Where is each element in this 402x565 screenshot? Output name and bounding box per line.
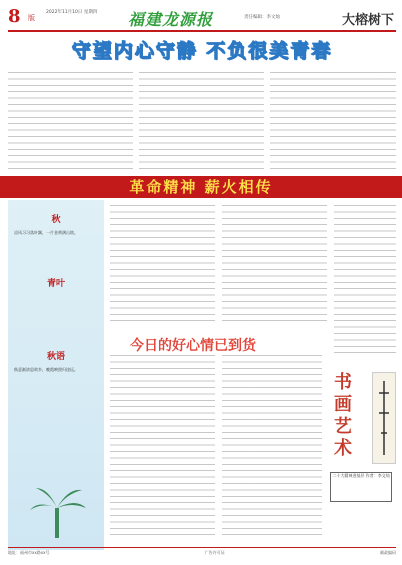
sidebar-title-2: 青叶 — [46, 279, 65, 289]
page-footer — [8, 547, 396, 558]
date-line: 2022年11月10日 星期四 — [46, 10, 98, 15]
article-col-5 — [222, 205, 327, 325]
page-unit: 版 — [28, 14, 35, 22]
palm-tree-icon — [28, 480, 88, 540]
footer-postcode: 邮政编码 — [380, 550, 396, 555]
section-banner — [0, 176, 402, 198]
art-section-title: 书画艺术 — [331, 372, 352, 460]
caption-text: 二十大精神进基层 作者：李文灿 — [332, 473, 390, 478]
article-col-4 — [110, 205, 215, 325]
article-col-1 — [8, 72, 133, 172]
main-headline — [8, 36, 396, 66]
page-header — [8, 6, 396, 32]
article-col-6 — [334, 205, 396, 355]
page-number: 8 — [8, 6, 21, 27]
footer-license: 广告许可证 — [204, 550, 225, 555]
calligraphy-icon — [373, 373, 395, 463]
editor-line: 责任编辑：李文灿 — [244, 15, 280, 20]
article-col-2 — [139, 72, 264, 172]
article-col-3 — [270, 72, 396, 172]
article-col-7 — [110, 355, 215, 540]
footer-address: 地址：福州市xx路xx号 — [8, 550, 50, 555]
third-headline: 今日的好心情已到货 — [130, 338, 256, 354]
sidebar-poem-1: 凉风习习落叶飘，一片金黄满山坡。 — [14, 230, 78, 235]
masthead: 福建龙源报 — [128, 10, 214, 29]
sidebar-title-3: 秋语 — [46, 352, 65, 362]
calligraphy-image — [372, 372, 396, 464]
sidebar-poem-2: 秋意渐浓思故乡，晚霞映照归途远。 — [14, 367, 78, 372]
main-headline-text: 守望内心守静 不负很美青春 — [71, 40, 333, 62]
sidebar-poems — [8, 200, 104, 550]
second-headline: 革命精神 薪火相传 — [129, 178, 273, 196]
column-name: 大榕树下 — [342, 13, 395, 28]
caption-box — [330, 472, 392, 502]
article-col-8 — [222, 355, 322, 540]
sidebar-title-1: 秋 — [51, 215, 61, 225]
